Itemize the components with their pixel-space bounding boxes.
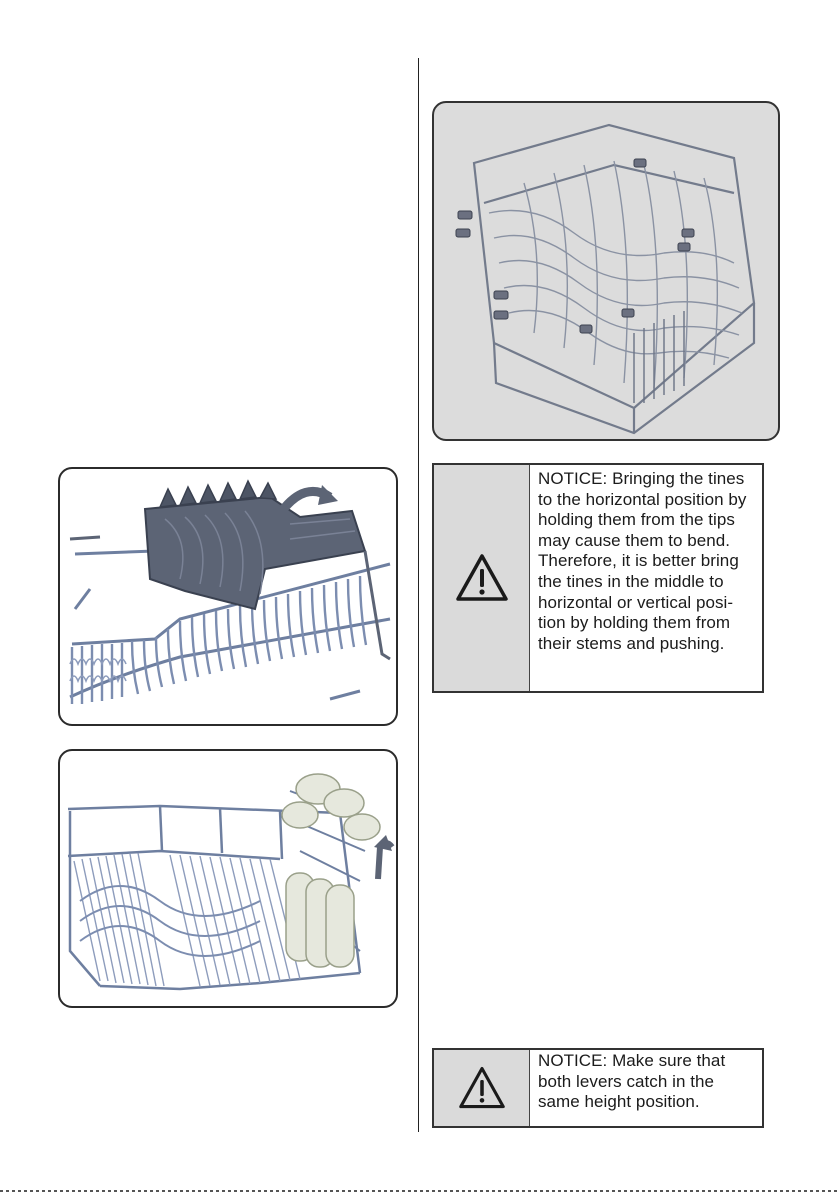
basket-cups-illustration — [60, 751, 396, 1006]
notice-box-levers — [432, 1048, 764, 1128]
notice-line: their stems and pushing. — [538, 633, 725, 653]
notice-line: the tines in the middle to — [538, 571, 724, 591]
notice-line: both levers catch in the — [538, 1071, 715, 1091]
figure-folding-tines — [58, 467, 398, 726]
notice-icon-cell — [434, 465, 530, 691]
notice-line: NOTICE: Make sure that — [538, 1051, 726, 1070]
notice-line: NOTICE: Bringing the tines — [538, 469, 745, 488]
notice-line: may cause them to bend. — [538, 530, 731, 550]
notice-line: same height position. — [538, 1092, 700, 1112]
notice-box-tines — [432, 463, 764, 693]
column-divider — [418, 58, 419, 1132]
notice-text — [530, 465, 746, 691]
cups — [282, 774, 380, 967]
warning-triangle-icon — [454, 552, 510, 604]
notice-line: tion by holding them from — [538, 613, 731, 633]
rack-tines-illustration — [60, 469, 396, 724]
notice-text — [530, 1050, 725, 1126]
notice-line: horizontal or vertical posi- — [538, 592, 734, 612]
notice-line: holding them from the tips — [538, 510, 735, 530]
warning-triangle-icon — [457, 1065, 507, 1111]
figure-upper-basket — [432, 101, 780, 441]
notice-icon-cell — [434, 1050, 530, 1126]
figure-cup-shelf — [58, 749, 398, 1008]
notice-line: to the horizontal position by — [538, 489, 747, 509]
upper-basket-illustration — [434, 103, 778, 439]
notice-line: Therefore, it is better bring — [538, 551, 739, 571]
